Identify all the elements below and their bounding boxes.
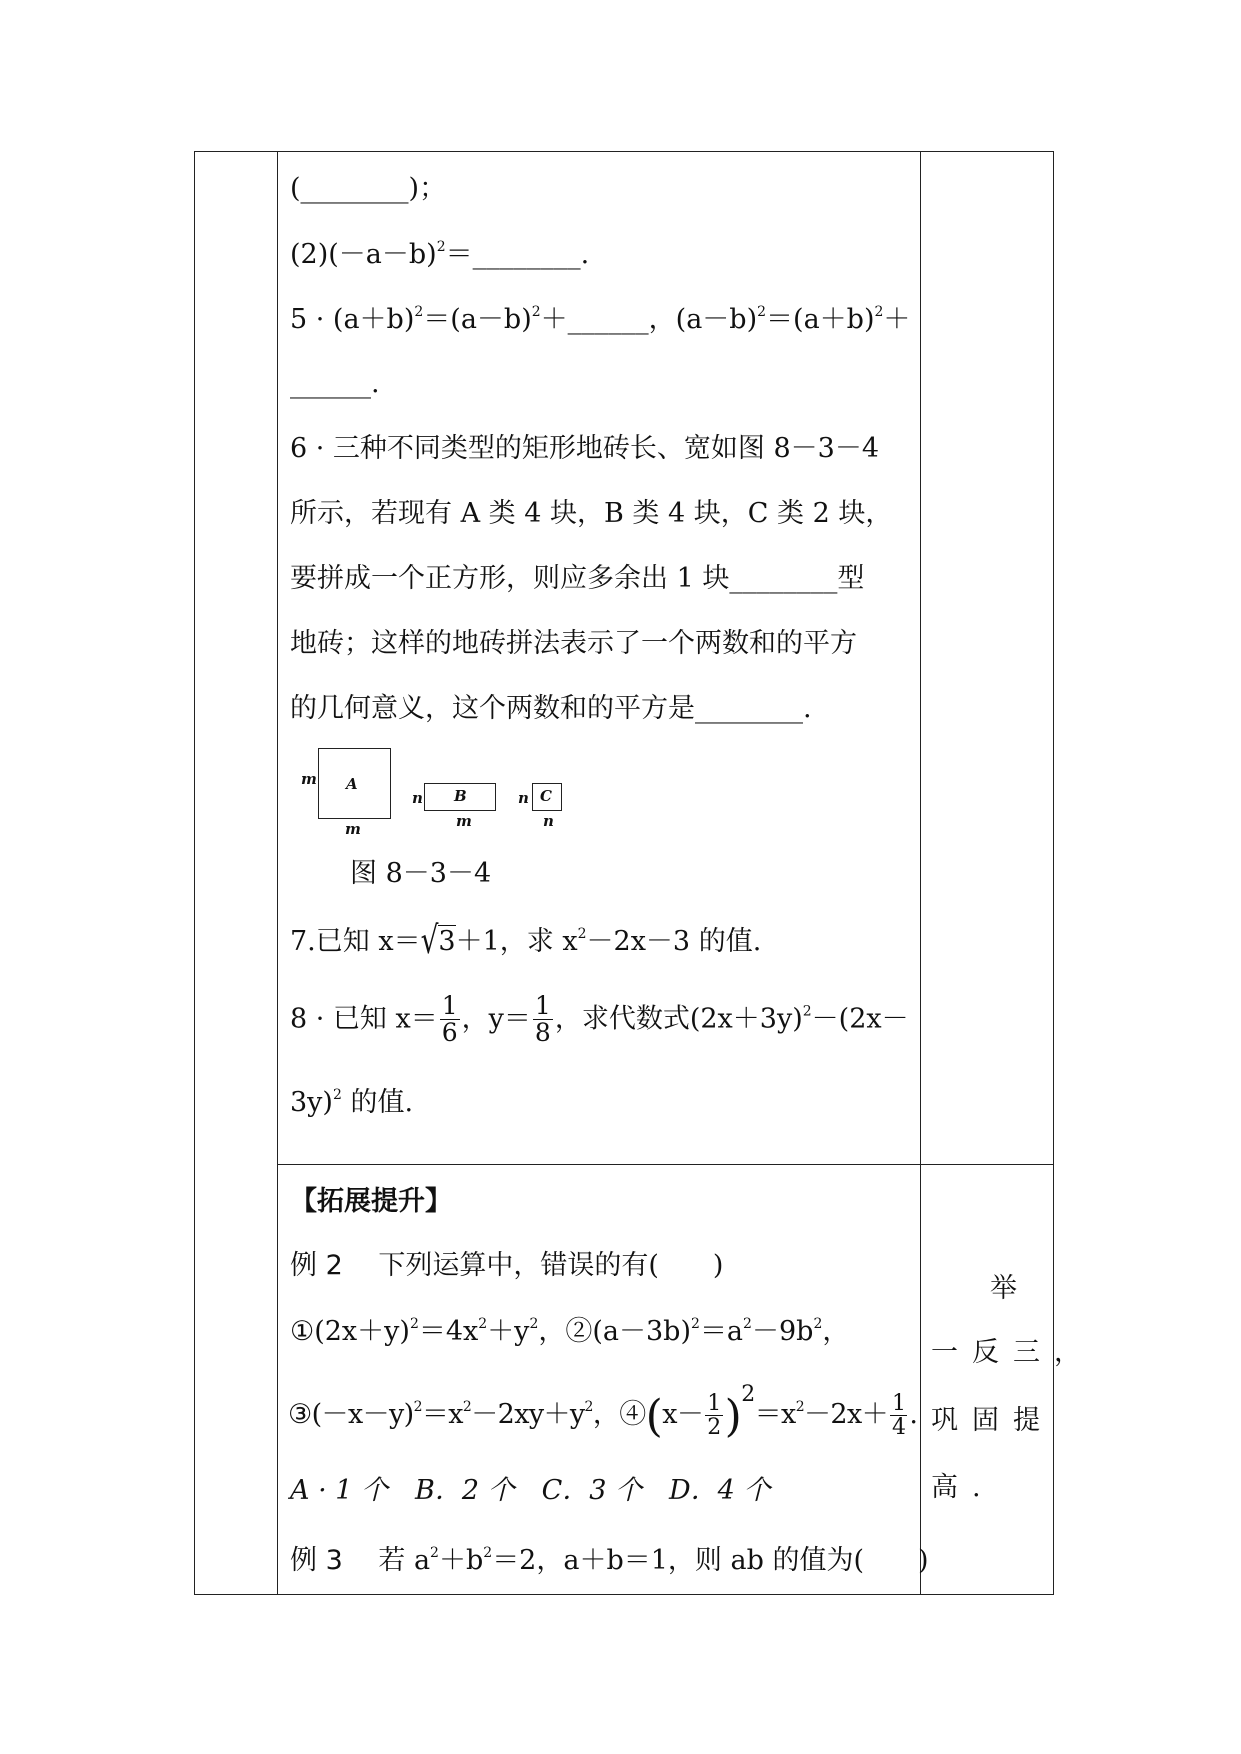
exercise-6-line3: 要拼成一个正方形，则应多余出 1 块________型 [290,563,865,594]
example-2-options-2: $③(-x-y)^2=x^2-2xy+y^2$，④(x－ $\frac{1}{2}$ )$^2=x^2-2x+$ $\frac{1}{4}$ . [288,1382,918,1442]
example-2-options-1: $①(2x+y)^2=4x^2+y^2$，$②(a-3b)^2=a^2-9b^2$， [290,1316,850,1347]
tile-c-label: C [540,787,552,805]
tile-c-bottom-label: n [543,812,554,830]
tile-a-label: A [346,775,358,793]
tile-b-side-label: n [412,789,423,807]
exercise-5: $5 \cdot (a+b)^2=(a-b)^2+\_\_\_\_\_\_$，$(a-b)^2=(a+b)^2+$ [290,304,911,335]
section-header: 【拓展提升】 [290,1186,452,1217]
exercise-6-line1: 6 · 三种不同类型的矩形地砖长、宽如图 8－3－4 [290,433,880,464]
side-note-line1: 举 [990,1273,1031,1304]
example-2-choices: A · 1 个 B．2 个 C．3 个 D．4 个 [290,1475,771,1506]
exercise-6-line4: 地砖；这样的地砖拼法表示了一个两数和的平方 [290,628,857,659]
exercise-4-2: $(2)(-a-b)^2=\_\_\_\_\_\_\_\_$. [290,239,590,270]
tile-b-label: B [454,787,467,805]
tile-b-bottom-label: m [456,812,472,830]
table-divider-row [277,1164,1054,1165]
tile-a-side-label: m [301,770,317,788]
exercise-6-line5: 的几何意义，这个两数和的平方是________. [290,693,812,724]
side-note-line2: 一反三， [931,1337,1095,1368]
example-2: 例 2 下列运算中，错误的有( ) [290,1250,724,1281]
example-3: 例 3 若 $a^2+b^2=2$，a＋b＝1，则 ab 的值为( ) [290,1545,929,1576]
exercise-8: 8 · 已知 x＝ $\frac{1}{6}$ ，y＝ $\frac{1}{8}$ ，求代数式$(2x+3y)^2-(2x-$ [290,991,909,1048]
tile-a-bottom-label: m [345,820,361,838]
tile-c-side-label: n [518,789,529,807]
exercise-line-blank: (________)； [290,173,447,204]
exercise-5-line2: ______. [290,368,380,399]
side-note-line4: 高. [931,1472,995,1503]
exercise-6-line2: 所示，若现有 A 类 4 块，B 类 4 块，C 类 2 块， [290,498,893,529]
figure-caption: 图 8－3－4 [350,858,492,889]
side-note-line3: 巩固提 [931,1405,1054,1436]
exercise-8-line2: 3y)$^2$ 的值. [290,1087,414,1118]
exercise-7: 7.已知 x＝√3＋1，求 $x^2-2x-3$ 的值. [290,918,762,963]
table-divider-left [277,151,278,1595]
table-divider-right [920,151,921,1595]
